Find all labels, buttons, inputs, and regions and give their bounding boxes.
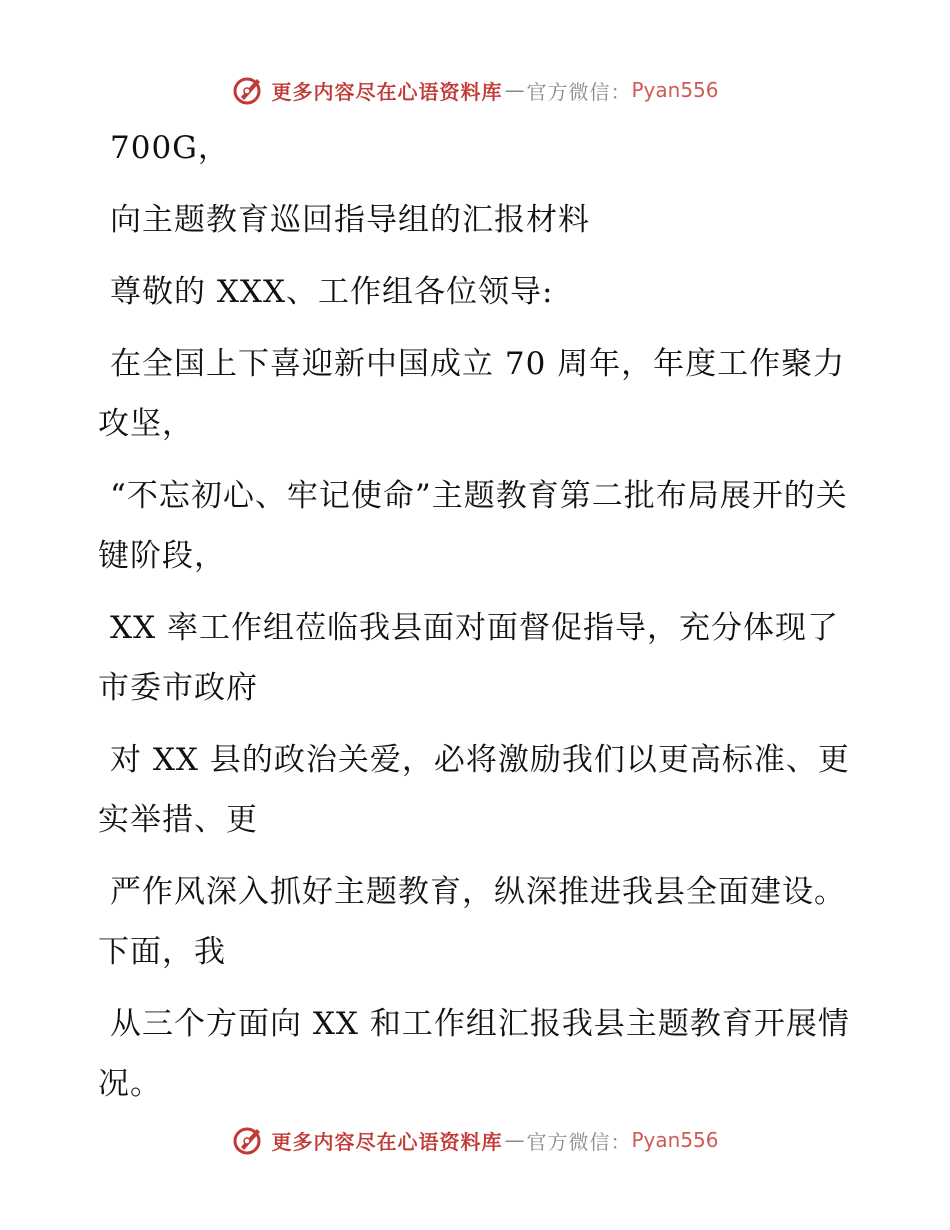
- paragraph: 尊敬的 XXX、工作组各位领导:: [110, 274, 554, 310]
- footer-banner: [0, 1118, 950, 1162]
- quill-logo-icon: [231, 73, 265, 107]
- header-banner: [0, 68, 950, 112]
- banner-dash: —: [504, 78, 525, 102]
- paragraph: XX 率工作组莅临我县面对面督促指导，充分体现了市委市政府: [98, 610, 839, 706]
- paragraph: 向主题教育巡回指导组的汇报材料: [110, 202, 590, 238]
- banner-brand: 更多内容尽在心语资料库: [271, 79, 503, 104]
- paragraph: 对 XX 县的政治关爱，必将激励我们以更高标准、更实举措、更: [98, 742, 850, 838]
- banner-brand: 更多内容尽在心语资料库: [271, 1129, 503, 1154]
- quill-logo-icon: [231, 1123, 265, 1157]
- banner-official-label: 官方微信：: [526, 1129, 632, 1154]
- banner-official-label: 官方微信：: [526, 79, 632, 104]
- paragraph: 从三个方面向 XX 和工作组汇报我县主题教育开展情况。: [98, 1006, 850, 1102]
- paragraph: 严作风深入抓好主题教育，纵深推进我县全面建设。下面，我: [98, 874, 846, 970]
- document-body: [98, 118, 858, 1126]
- paragraph: “不忘初心、牢记使命”主题教育第二批布局展开的关键阶段，: [98, 478, 848, 574]
- paragraph: 700G，: [110, 130, 230, 166]
- banner-dash: —: [504, 1128, 525, 1152]
- banner-wechat-id: Pyan556: [631, 78, 719, 102]
- banner-wechat-id: Pyan556: [631, 1128, 719, 1152]
- paragraph: 在全国上下喜迎新中国成立 70 周年，年度工作聚力攻坚，: [98, 346, 846, 442]
